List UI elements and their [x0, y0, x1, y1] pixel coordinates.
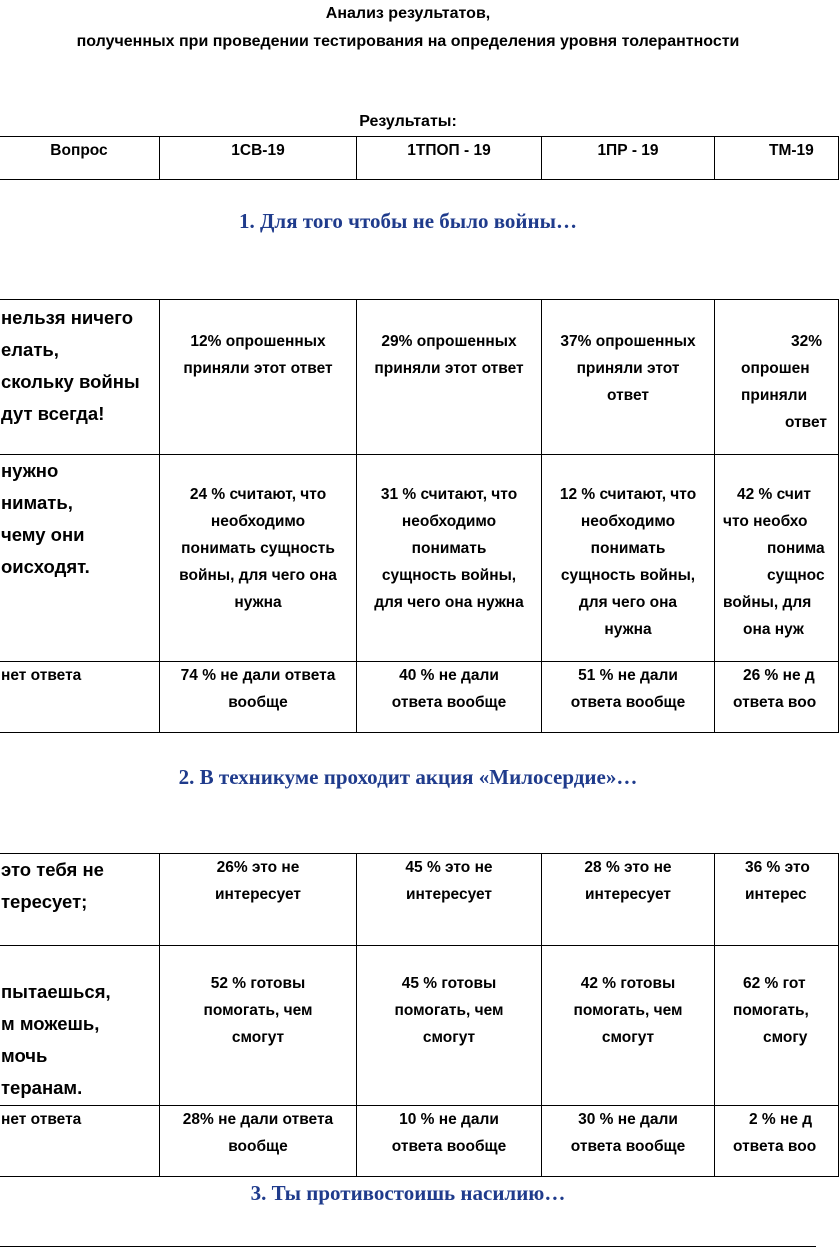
question-cell: пытаешься, м можешь, мочь теранам.: [0, 946, 160, 1106]
result-cell: 37% опрошенных приняли этот ответ: [542, 300, 715, 455]
section-1-table: [0, 299, 839, 733]
header-group-1sv: 1СВ-19: [160, 137, 357, 180]
result-cell: 26 % не д ответа воо: [715, 662, 839, 733]
result-cell: 24 % считают, что необходимо понимать сущность войны, для чего она нужна: [160, 455, 357, 662]
result-cell: 45 % готовы помогать, чем смогут: [357, 946, 542, 1106]
table-row: [0, 662, 839, 733]
result-cell: 26% это не интересует: [160, 854, 357, 946]
section-2-heading: 2. В техникуме проходит акция «Милосердие»…: [178, 765, 638, 789]
table-row: [0, 854, 839, 946]
result-cell: 42 % готовы помогать, чем смогут: [542, 946, 715, 1106]
question-cell: это тебя не тересует;: [0, 854, 160, 946]
result-cell: 29% опрошенных приняли этот ответ: [357, 300, 542, 455]
result-cell: 62 % гот помогать, смогу: [715, 946, 839, 1106]
result-cell: 32% опрошен приняли ответ: [715, 300, 839, 455]
question-cell: нельзя ничего елать, скольку войны дут всегда!: [0, 300, 160, 455]
result-cell: 2 % не д ответа воо: [715, 1106, 839, 1177]
table-row: [0, 455, 839, 662]
result-cell: 12% опрошенных приняли этот ответ: [160, 300, 357, 455]
section-1-heading: 1. Для того чтобы не было войны…: [238, 209, 578, 233]
table-row: [0, 1106, 839, 1177]
result-cell: 28% не дали ответа вообще: [160, 1106, 357, 1177]
table-row: [0, 300, 839, 455]
result-cell: 30 % не дали ответа вообще: [542, 1106, 715, 1177]
question-cell: нужно нимать, чему они оисходят.: [0, 455, 160, 662]
result-cell: 45 % это не интересует: [357, 854, 542, 946]
header-question: Вопрос: [0, 137, 160, 180]
question-cell: нет ответа: [0, 1106, 160, 1177]
result-cell: 42 % счит что необхо понима сущнос войны, для она нуж: [715, 455, 839, 662]
result-cell: 28 % это не интересует: [542, 854, 715, 946]
document-title-line2: полученных при проведении тестирования на определения уровня толерантности: [76, 33, 740, 50]
result-cell: 51 % не дали ответа вообще: [542, 662, 715, 733]
result-cell: 74 % не дали ответа вообще: [160, 662, 357, 733]
result-cell: 10 % не дали ответа вообще: [357, 1106, 542, 1177]
section-2-table: [0, 853, 839, 1177]
result-cell: 36 % это интерес: [715, 854, 839, 946]
result-cell: 52 % готовы помогать, чем смогут: [160, 946, 357, 1106]
header-group-tm: ТМ-19: [715, 137, 839, 180]
header-group-1tpop: 1ТПОП - 19: [357, 137, 542, 180]
result-cell: 12 % считают, что необходимо понимать сущность войны, для чего она нужна: [542, 455, 715, 662]
header-table: [0, 136, 839, 180]
section-3-heading: 3. Ты противостоишь насилию…: [250, 1181, 566, 1205]
header-group-1pr: 1ПР - 19: [542, 137, 715, 180]
table-top-border: [0, 1246, 816, 1247]
question-cell: нет ответа: [0, 662, 160, 733]
table-row: [0, 946, 839, 1106]
document-title-line1: Анализ результатов,: [325, 5, 491, 22]
result-cell: 31 % считают, что необходимо понимать сущность войны, для чего она нужна: [357, 455, 542, 662]
result-cell: 40 % не дали ответа вообще: [357, 662, 542, 733]
results-label: Результаты:: [359, 113, 457, 130]
